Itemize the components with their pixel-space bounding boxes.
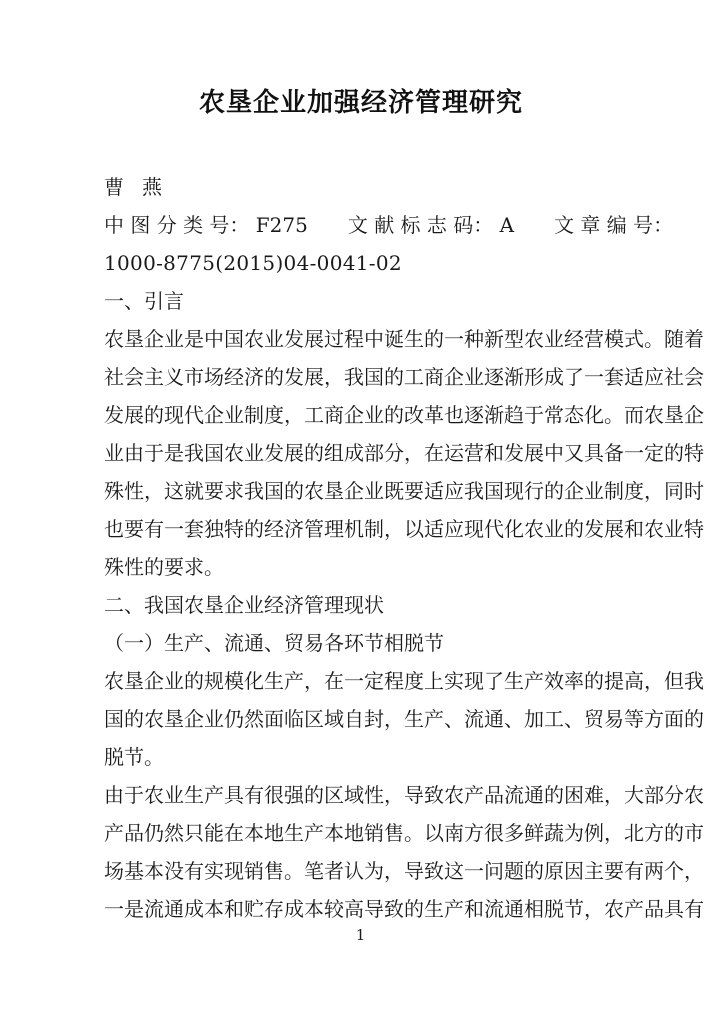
paragraph-line: 由于农业生产具有很强的区域性，导致农产品流通的困难，大部分农 (104, 783, 704, 807)
paragraph-line: 殊性，这就要求我国的农垦企业既要适应我国现行的企业制度，同时 (104, 479, 704, 503)
author-line (104, 120, 618, 206)
subsection-heading-1: （一）生产、流通、贸易各环节相脱节 (104, 631, 444, 655)
page-content (104, 0, 704, 928)
paragraph-line: 业由于是我国农业发展的组成部分，在运营和发展中又具备一定的特 (104, 441, 704, 465)
paragraph-line: 也要有一套独特的经济管理机制，以适应现代化农业的发展和农业特 (104, 517, 704, 541)
paragraph-production (104, 662, 704, 776)
paragraph-line: 农垦企业是中国农业发展过程中诞生的一种新型农业经营模式。随着 (104, 327, 704, 351)
paragraph-line: 发展的现代企业制度，工商企业的改革也逐渐趋于常态化。而农垦企 (104, 403, 704, 427)
article-number-line: 1000-8775(2015)04-0041-02 (104, 251, 402, 275)
paragraph-line: 产品仍然只能在本地生产本地销售。以南方很多鲜蔬为例，北方的市 (104, 821, 704, 845)
paragraph-line: 社会主义市场经济的发展，我国的工商企业逐渐形成了一套适应社会 (104, 365, 704, 389)
paragraph-line: 场基本没有实现销售。笔者认为，导致这一问题的原因主要有两个， (104, 859, 704, 883)
paragraph-line: 殊性的要求。 (104, 555, 224, 579)
author-surname: 曹 (104, 175, 124, 199)
paragraph-line: 农垦企业的规模化生产，在一定程度上实现了生产效率的提高，但我 (104, 669, 704, 693)
paragraph-line: 国的农垦企业仍然面临区域自封，生产、流通、加工、贸易等方面的 (104, 707, 704, 731)
paragraph-line: 一是流通成本和贮存成本较高导致的生产和流通相脱节，农产品具有 (104, 897, 704, 921)
author-given-name: 燕 (142, 175, 162, 199)
paragraph-line: 脱节。 (104, 745, 164, 769)
classification-line: 中 图 分 类 号： F275 文 献 标 志 码： A 文 章 编 号： (104, 213, 674, 237)
paragraph-intro (104, 320, 704, 586)
section-heading-1: 一、引言 (104, 289, 184, 313)
paragraph-circulation (104, 776, 704, 928)
page-title: 农垦企业加强经济管理研究 (198, 88, 523, 118)
page-number: 1 (355, 926, 366, 944)
section-heading-2: 二、我国农垦企业经济管理现状 (104, 593, 384, 617)
